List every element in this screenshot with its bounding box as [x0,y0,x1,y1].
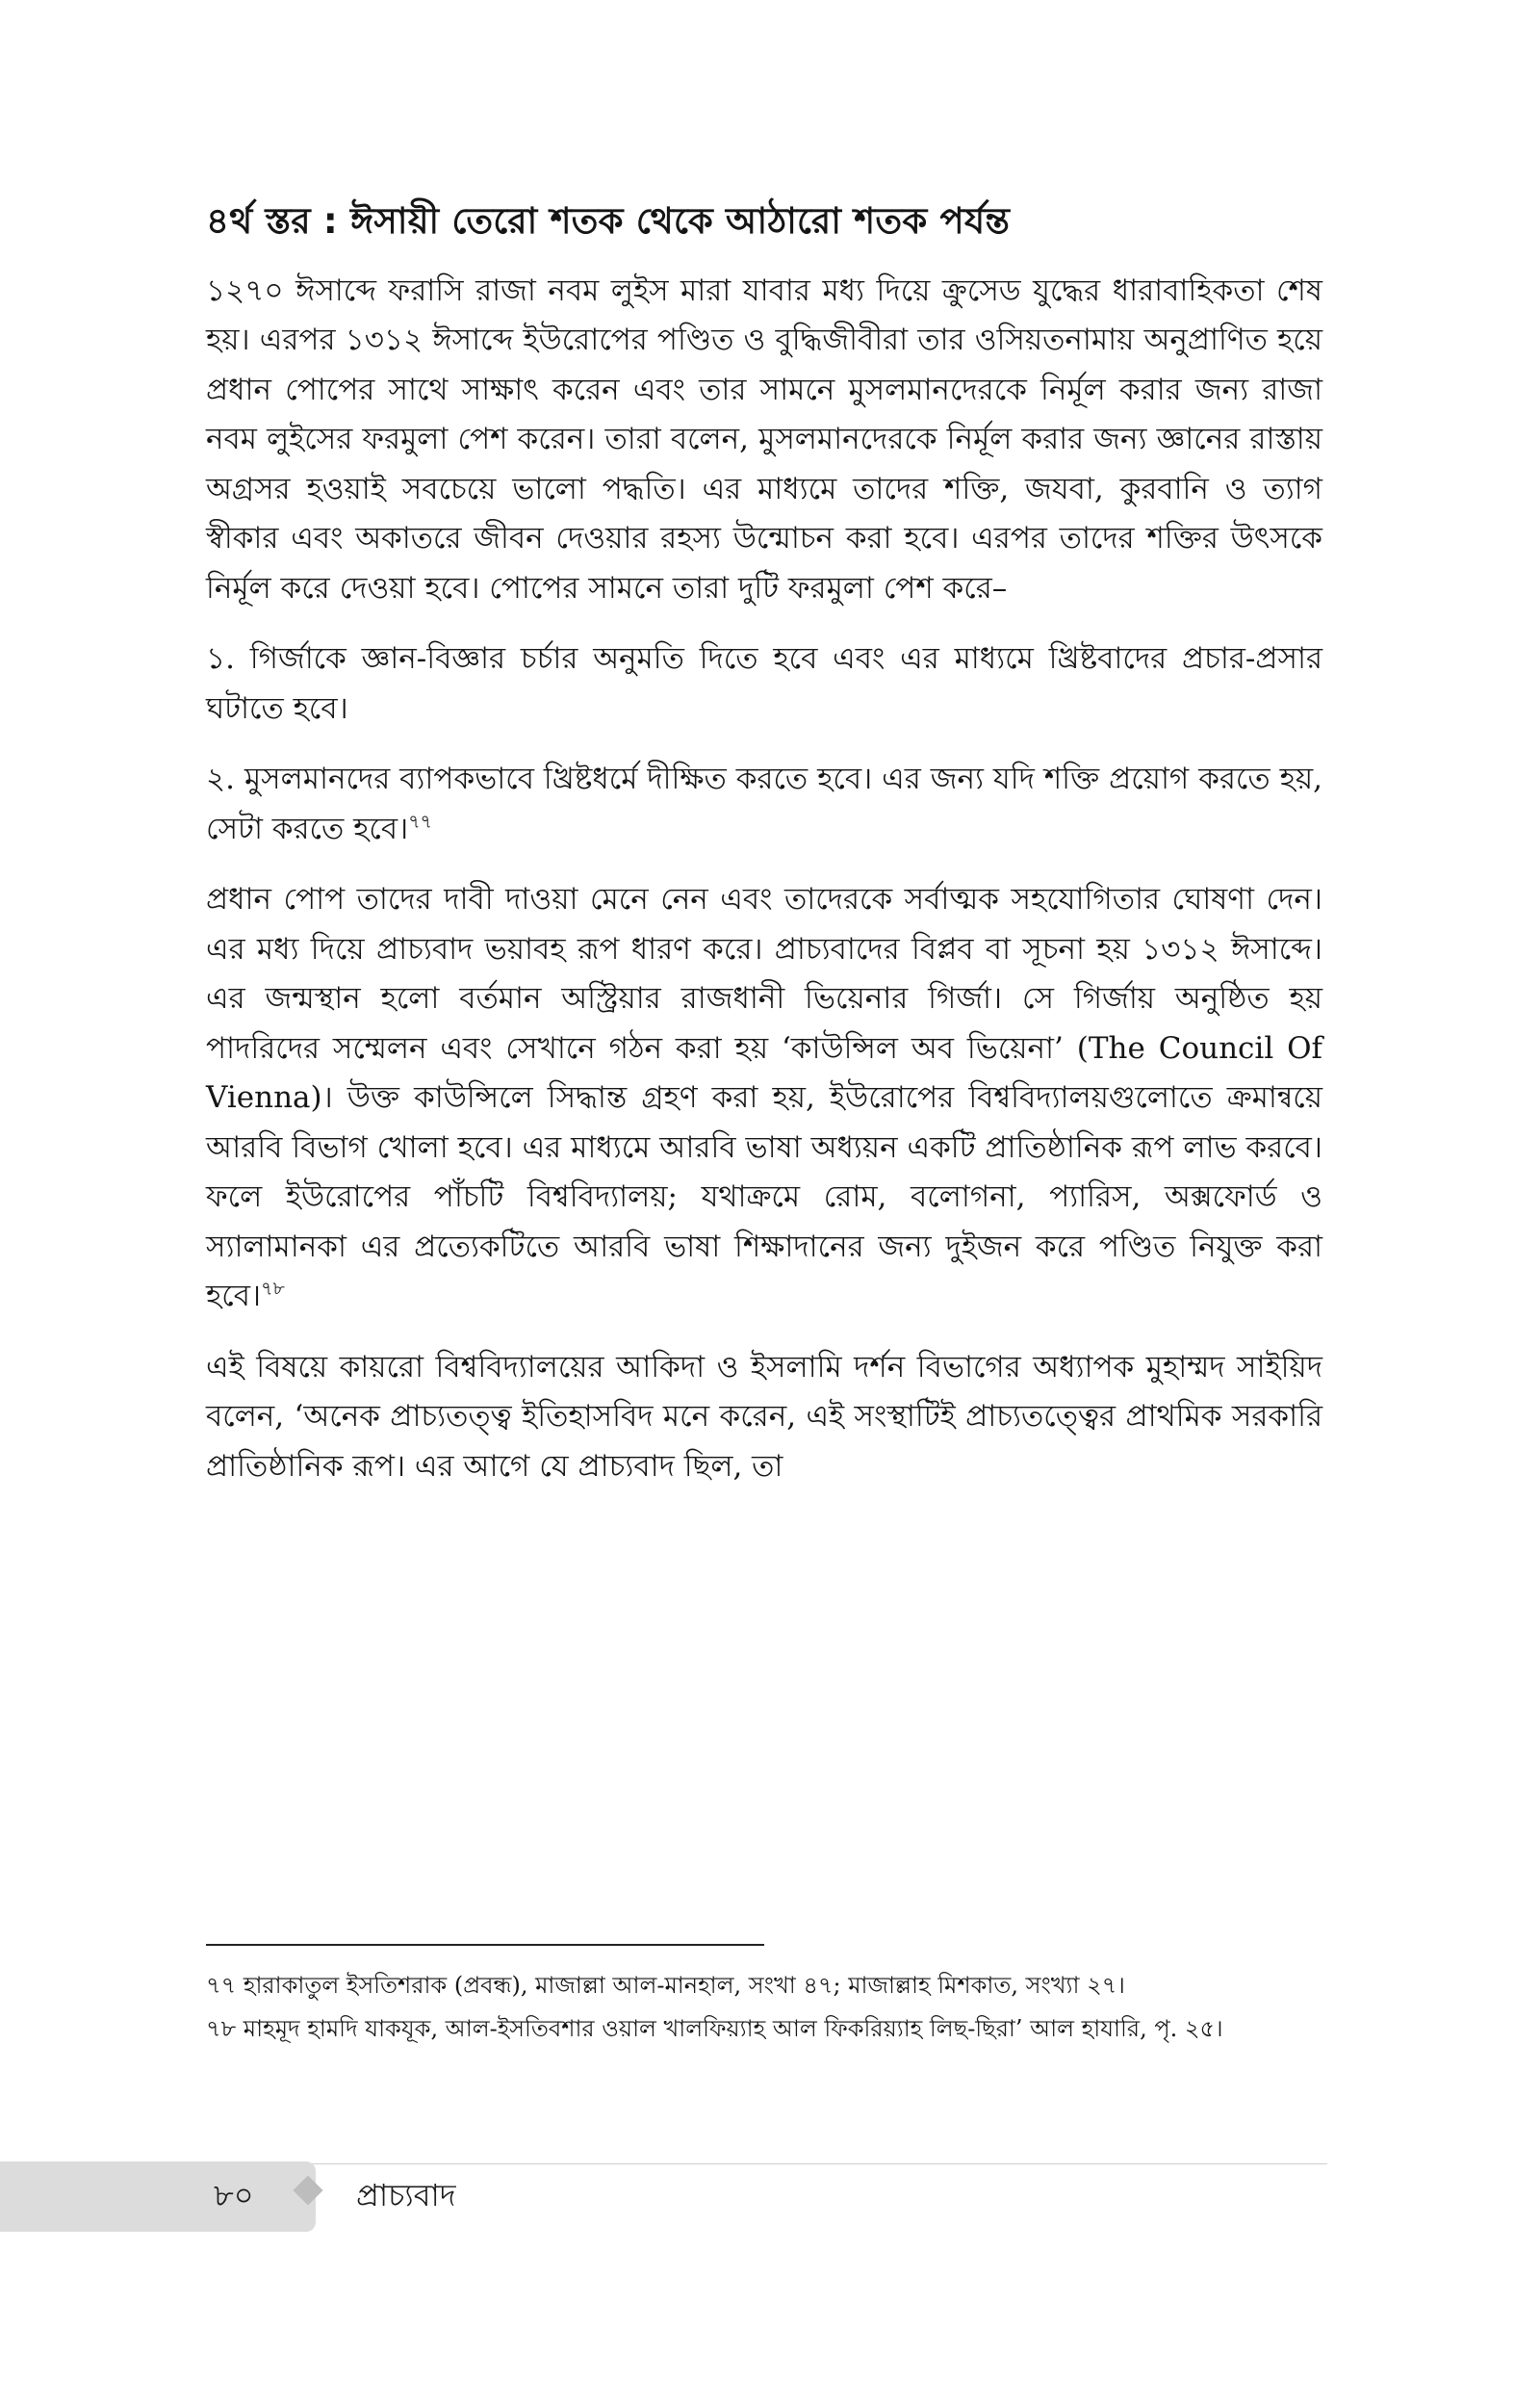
paragraph-council-of-vienna [206,875,1322,1322]
paragraph-text: ২. মুসলমানদের ব্যাপকভাবে খ্রিষ্টধর্মে দীক্ষিত করতে হবে। এর জন্য যদি শক্তি প্রয়োগ করতে হয়, সেটা করতে হবে। [206,762,1322,846]
paragraph-text: ১. গির্জাকে জ্ঞান-বিজ্ঞার চর্চার অনুমতি দিতে হবে এবং এর মাধ্যমে খ্রিষ্টবাদের প্রচার-প্রসার ঘটাতে হবে। [206,641,1322,726]
footnote-ref-77[interactable]: ৭৭ [408,811,432,833]
footnote-divider [206,1944,764,1946]
footer-divider [206,2163,1327,2164]
paragraph-crusade-history [206,267,1322,614]
formula-item-1 [206,634,1322,734]
book-title: প্রাচ্যবাদ [356,2177,456,2213]
main-content [206,197,1322,1513]
formula-item-2 [206,755,1322,854]
footnote-77: ৭৭ হারাকাতুল ইসতিশরাক (প্রবন্ধ), মাজাল্লা আল-মানহাল, সংখা ৪৭; মাজাল্লাহ মিশকাত, সংখ্যা ২৭। [206,1972,1125,1999]
paragraph-text: প্রধান পোপ তাদের দাবী দাওয়া মেনে নেন এবং তাদেরকে সর্বাত্মক সহযোগিতার ঘোষণা দেন। এর মধ্য দিয়ে প্রাচ্যবাদ ভয়াবহ রূপ ধারণ করে। প্রাচ্যবাদের বিপ্লব বা সূচনা হয় ১৩১২ ঈসাব্দে। এর জন্মস্থান হলো বর্তমান অস্ট্রিয়ার রাজধানী ভিয়েনার গির্জা। সে গির্জায় অনুষ্ঠিত হয় পাদরিদের সম্মেলন এবং সেখানে গঠন করা হয় ‘কাউন্সিল অব ভিয়েনা’ (The Council Of Vienna)। উক্ত কাউন্সিলে সিদ্ধান্ত গ্রহণ করা হয়, ইউরোপের বিশ্ববিদ্যালয়গুলোতে ক্রমান্বয়ে আরবি বিভাগ খোলা হবে। এর মাধ্যমে আরবি ভাষা অধ্যয়ন একটি প্রাতিষ্ঠানিক রূপ লাভ করবে। ফলে ইউরোপের পাঁচটি বিশ্ববিদ্যালয়; যথাক্রমে রোম, বলোগনা, প্যারিস, অক্সফোর্ড ও স্যালামানকা এর প্রত্যেকটিতে আরবি ভাষা শিক্ষাদানের জন্য দুইজন করে পণ্ডিত নিযুক্ত করা হবে। [206,882,1322,1314]
paragraph-text: ১২৭০ ঈসাব্দে ফরাসি রাজা নবম লুইস মারা যাবার মধ্য দিয়ে ক্রুসেড যুদ্ধের ধারাবাহিকতা শেষ হয়। এরপর ১৩১২ ঈসাব্দে ইউরোপের পণ্ডিত ও বুদ্ধিজীবীরা তার ওসিয়তনামায় অনুপ্রাণিত হয়ে প্রধান পোপের সাথে সাক্ষাৎ করেন এবং তার সামনে মুসলমানদেরকে নির্মূল করার জন্য রাজা নবম লুইসের ফরমুলা পেশ করেন। তারা বলেন, মুসলমানদেরকে নির্মূল করার জন্য জ্ঞানের রাস্তায় অগ্রসর হওয়াই সবচেয়ে ভালো পদ্ধতি। এর মাধ্যমে তাদের শক্তি, জযবা, কুরবানি ও ত্যাগ স্বীকার এবং অকাতরে জীবন দেওয়ার রহস্য উন্মোচন করা হবে। এরপর তাদের শক্তির উৎসকে নির্মূল করে দেওয়া হবে। পোপের সামনে তারা দুটি ফরমুলা পেশ করে– [206,272,1322,606]
page-number: ৮০ [214,2177,254,2213]
footnotes [206,1966,1322,2053]
section-heading: ৪র্থ স্তর : ঈসায়ী তেরো শতক থেকে আঠারো শতক পর্যন্ত [206,200,1011,242]
paragraph-text: এই বিষয়ে কায়রো বিশ্ববিদ্যালয়ের আকিদা ও ইসলামি দর্শন বিভাগের অধ্যাপক মুহাম্মদ সাইয়িদ বলেন, ‘অনেক প্রাচ্যতত্ত্ব ইতিহাসবিদ মনে করেন, এই সংস্থাটিই প্রাচ্যতত্ত্বের প্রাথমিক সরকারি প্রাতিষ্ঠানিক রূপ। এর আগে যে প্রাচ্যবাদ ছিল, তা [206,1349,1322,1484]
footnote-78: ৭৮ মাহমূদ হামদি যাকযূক, আল-ইসতিবশার ওয়াল খালফিয়্যাহ আল ফিকরিয়্যাহ লিছ-ছিরা’ আল হাযারি, পৃ. ২৫। [206,2015,1223,2042]
paragraph-cairo-professor [206,1343,1322,1492]
footer-tab [0,2161,316,2232]
footnote-ref-78[interactable]: ৭৮ [261,1279,285,1301]
